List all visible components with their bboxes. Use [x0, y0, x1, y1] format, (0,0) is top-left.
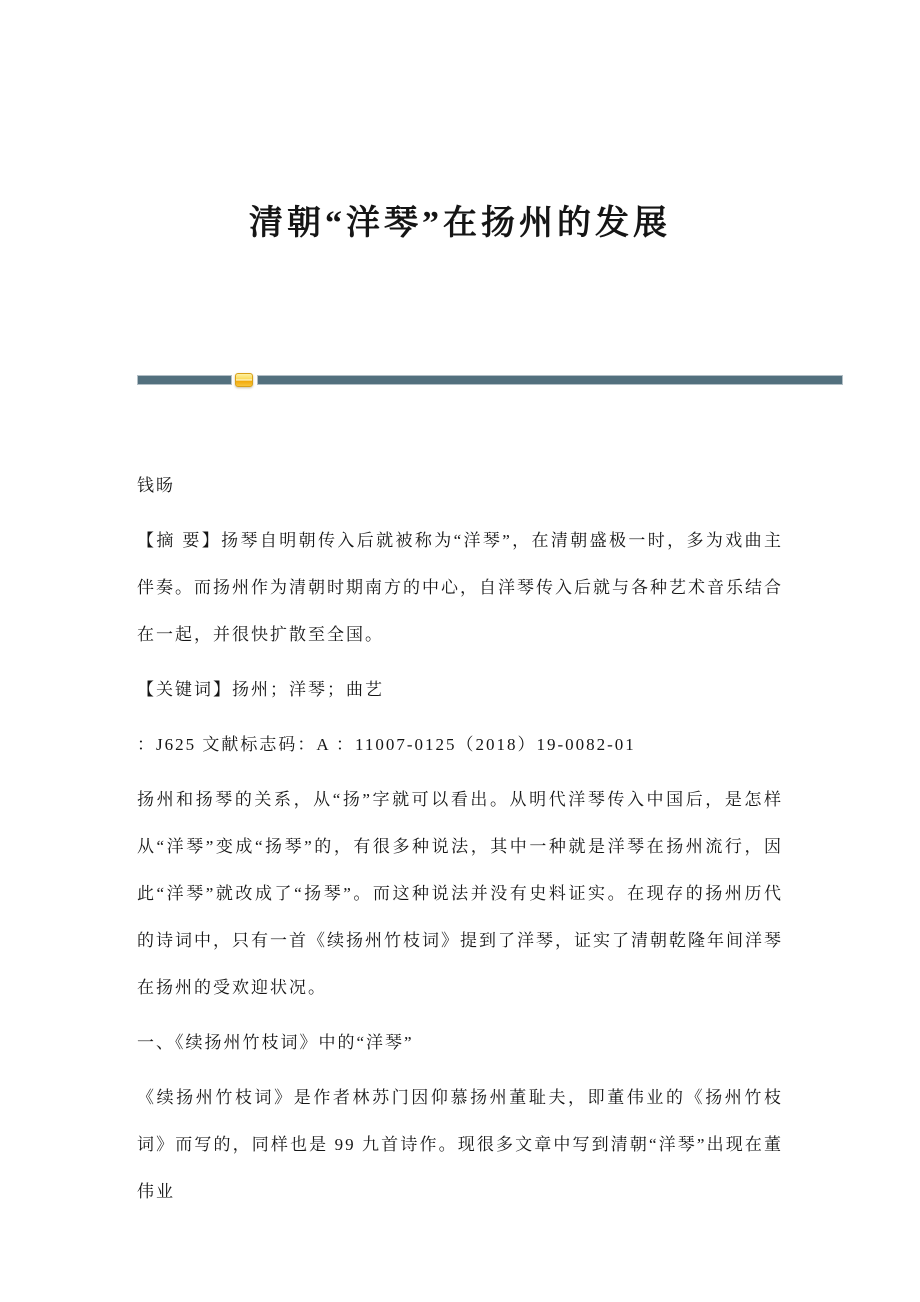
divider-bar-left [137, 375, 232, 385]
section-heading-1: 一、《续扬州竹枝词》中的“洋琴” [137, 1033, 414, 1052]
article-body [137, 462, 783, 1223]
abstract-paragraph: 【摘 要】扬琴自明朝传入后就被称为“洋琴”，在清朝盛极一时，多为戏曲主伴奏。而扬州作为清朝时期南方的中心，自洋琴传入后就与各种艺术音乐结合在一起，并很快扩散至全国。 [137, 531, 783, 644]
divider-bar-right [257, 375, 843, 385]
gold-badge-icon [235, 373, 253, 387]
author-name: 钱旸 [137, 476, 175, 495]
body-paragraph-1: 扬州和扬琴的关系，从“扬”字就可以看出。从明代洋琴传入中国后，是怎样从“洋琴”变成“扬琴”的，有很多种说法，其中一种就是洋琴在扬州流行，因此“洋琴”就改成了“扬琴”。而这种说法并没有史料证实。在现存的扬州历代的诗词中，只有一首《续扬州竹枝词》提到了洋琴，证实了清朝乾隆年间洋琴在扬州的受欢迎状况。 [137, 790, 783, 997]
title-divider [137, 372, 843, 388]
article-title: 清朝“洋琴”在扬州的发展 [249, 205, 671, 242]
classification-line: ：J625 文献标志码：A ：11007-0125（2018）19-0082-01 [137, 735, 636, 754]
body-paragraph-2: 《续扬州竹枝词》是作者林苏门因仰慕扬州董耻夫，即董伟业的《扬州竹枝词》而写的，同样也是 99 九首诗作。现很多文章中写到清朝“洋琴”出现在董伟业 [137, 1088, 783, 1201]
keywords-line: 【关键词】扬州；洋琴；曲艺 [137, 680, 384, 699]
